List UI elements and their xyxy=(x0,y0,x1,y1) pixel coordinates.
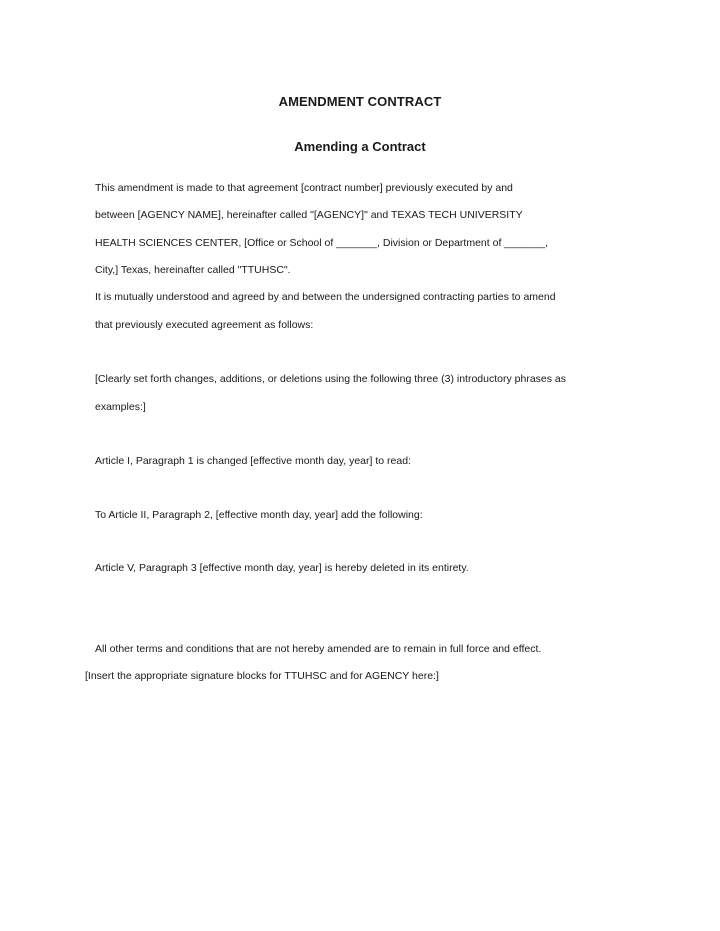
body-line: [Insert the appropriate signature blocks for TTUHSC and for AGENCY here:] xyxy=(85,670,439,682)
body-line: To Article II, Paragraph 2, [effective month day, year] add the following: xyxy=(95,509,423,521)
body-line: [Clearly set forth changes, additions, or deletions using the following three (3) introductory phrases as xyxy=(95,373,567,385)
document-subtitle: Amending a Contract xyxy=(294,139,426,154)
body-line: that previously executed agreement as follows: xyxy=(95,319,314,331)
body-line: between [AGENCY NAME], hereinafter called "[AGENCY]" and TEXAS TECH UNIVERSITY xyxy=(95,209,523,221)
body-line: This amendment is made to that agreement [contract number] previously executed by and xyxy=(95,182,513,194)
body-line: Article V, Paragraph 3 [effective month day, year] is hereby deleted in its entirety. xyxy=(95,562,469,574)
body-line: examples:] xyxy=(95,401,146,413)
document-title: AMENDMENT CONTRACT xyxy=(278,94,442,109)
body-line: It is mutually understood and agreed by and between the undersigned contracting parties to amend xyxy=(95,291,556,303)
body-line: Article I, Paragraph 1 is changed [effective month day, year] to read: xyxy=(95,455,411,467)
body-line: All other terms and conditions that are not hereby amended are to remain in full force and effect. xyxy=(95,643,542,655)
body-line: City,] Texas, hereinafter called "TTUHSC". xyxy=(95,264,291,276)
body-line: HEALTH SCIENCES CENTER, [Office or School of _______, Division or Department of _______, xyxy=(95,237,549,249)
